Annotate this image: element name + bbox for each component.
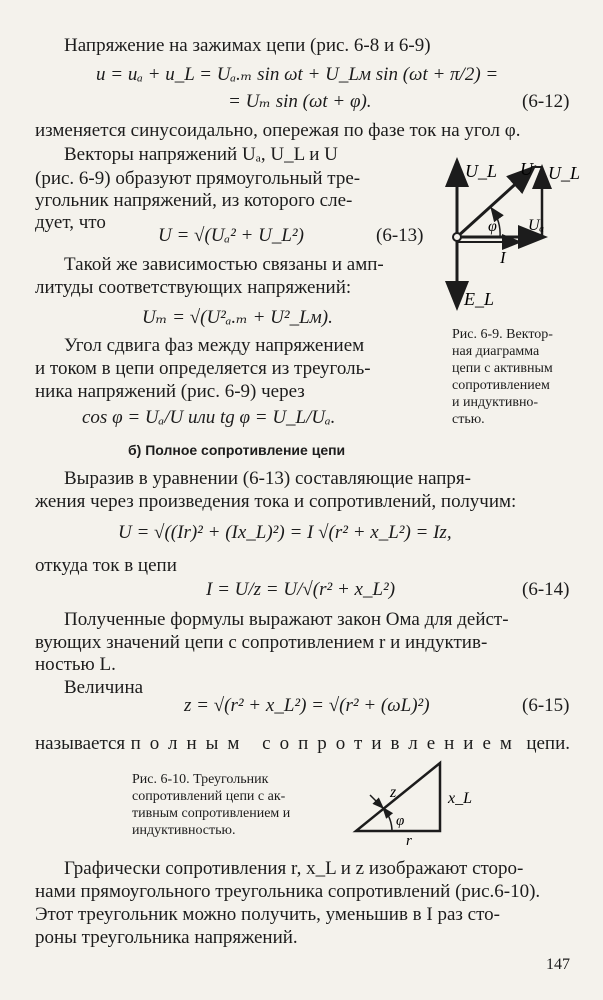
text-line: изменяется синусоидально, опережая по фазе ток на угол φ. bbox=[35, 120, 521, 141]
phi-arc bbox=[384, 809, 392, 831]
text-line: Полученные формулы выражают закон Ома для дейст- bbox=[64, 609, 509, 630]
figure-6-9-caption-line: ная диаграмма bbox=[452, 344, 540, 359]
equation-amplitude: Uₘ = √(U²ₐ.ₘ + U²_Lм). bbox=[142, 307, 333, 328]
text-line: Графически сопротивления r, x_L и z изображают сторо- bbox=[64, 858, 524, 879]
figure-6-9-caption-line: Рис. 6-9. Вектор- bbox=[452, 327, 553, 342]
text-line: вующих значений цепи с сопротивлением r и индуктив- bbox=[35, 632, 488, 653]
figure-6-9-caption-line: сопротивлением bbox=[452, 378, 550, 393]
text-line: откуда ток в цепи bbox=[35, 555, 177, 576]
text-line: литуды соответствующих напряжений: bbox=[35, 277, 352, 298]
text-line: Векторы напряжений Uₐ, U_L и U bbox=[64, 144, 338, 165]
label-u: U bbox=[520, 159, 533, 179]
text-line: жения через произведения тока и сопротивлений, получим: bbox=[35, 491, 517, 512]
text-line: Величина bbox=[64, 677, 144, 698]
label-ua: Uₐ bbox=[528, 217, 545, 234]
label-ul-left: U_L bbox=[465, 161, 498, 181]
text-line: (рис. 6-9) образуют прямоугольный тре- bbox=[35, 168, 361, 189]
text-line: Угол сдвига фаз между напряжением bbox=[64, 335, 365, 356]
text-line: нами прямоугольного треугольника сопротивлений (рис.6-10). bbox=[35, 881, 541, 902]
figure-6-10-caption-line: сопротивлений цепи с ак- bbox=[132, 789, 286, 804]
term-emphasis: полным сопротивлением bbox=[130, 733, 521, 754]
text-line: дует, что bbox=[35, 212, 106, 233]
text-line: ностью L. bbox=[35, 654, 116, 675]
section-heading: б) Полное сопротивление цепи bbox=[128, 442, 346, 458]
equation-number: (6-12) bbox=[522, 91, 570, 112]
text-line: и током в цепи определяется из треуголь- bbox=[35, 358, 371, 379]
text-line-spaced bbox=[35, 732, 570, 756]
text-line: ника напряжений (рис. 6-9) через bbox=[35, 381, 305, 402]
label-phi: φ bbox=[488, 218, 497, 235]
label-i: I bbox=[500, 248, 506, 267]
text-line: Выразив в уравнении (6-13) составляющие напря- bbox=[64, 468, 471, 489]
figure-6-9-vector-diagram bbox=[430, 145, 595, 320]
text-word: цепи. bbox=[526, 733, 570, 754]
label-z: z bbox=[390, 784, 397, 801]
equation-ohm-expansion: U = √((Ir)² + (Ix_L)²) = I √(r² + x_L²) = Iz, bbox=[118, 522, 452, 543]
text-word: называется bbox=[35, 733, 126, 754]
equation-6-12-line1: u = uₐ + u_L = Uₐ.ₘ sin ωt + U_Lм sin (ωt + π/2) = bbox=[96, 64, 499, 85]
label-xl: x_L bbox=[448, 790, 472, 807]
equation-number: (6-13) bbox=[376, 225, 424, 246]
equation-6-13: U = √(Uₐ² + U_L²) bbox=[158, 225, 304, 246]
page-number: 147 bbox=[546, 956, 570, 973]
figure-6-10-caption-line: индуктивностью. bbox=[132, 823, 236, 838]
label-phi: φ bbox=[396, 813, 405, 829]
figure-6-9-caption-line: и индуктивно- bbox=[452, 395, 539, 410]
text-line: угольник напряжений, из которого сле- bbox=[35, 190, 353, 211]
equation-number: (6-15) bbox=[522, 695, 570, 716]
equation-number: (6-14) bbox=[522, 579, 570, 600]
equation-phase-angle: cos φ = Uₐ/U или tg φ = U_L/Uₐ. bbox=[82, 407, 336, 428]
figure-6-10-impedance-triangle bbox=[340, 755, 480, 845]
equation-6-12-line2: = Uₘ sin (ωt + φ). bbox=[228, 91, 372, 112]
text-line: роны треугольника напряжений. bbox=[35, 927, 298, 948]
text-line: Такой же зависимостью связаны и амп- bbox=[64, 254, 384, 275]
label-r: r bbox=[406, 833, 412, 845]
figure-6-10-caption-line: тивным сопротивлением и bbox=[132, 806, 291, 821]
text-line: Напряжение на зажимах цепи (рис. 6-8 и 6-9) bbox=[64, 35, 431, 56]
z-pointer bbox=[370, 795, 382, 807]
figure-6-9-caption-line: цепи с активным bbox=[452, 361, 553, 376]
figure-6-9-caption-line: стью. bbox=[452, 412, 485, 427]
equation-6-14: I = U/z = U/√(r² + x_L²) bbox=[206, 579, 396, 600]
figure-6-10-caption-line: Рис. 6-10. Треугольник bbox=[132, 772, 269, 787]
label-ul-right: U_L bbox=[548, 163, 581, 183]
label-el: E_L bbox=[464, 289, 495, 309]
origin-point bbox=[453, 233, 461, 241]
text-line: Этот треугольник можно получить, уменьшив в I раз сто- bbox=[35, 904, 500, 925]
equation-6-15: z = √(r² + x_L²) = √(r² + (ωL)²) bbox=[184, 695, 430, 716]
